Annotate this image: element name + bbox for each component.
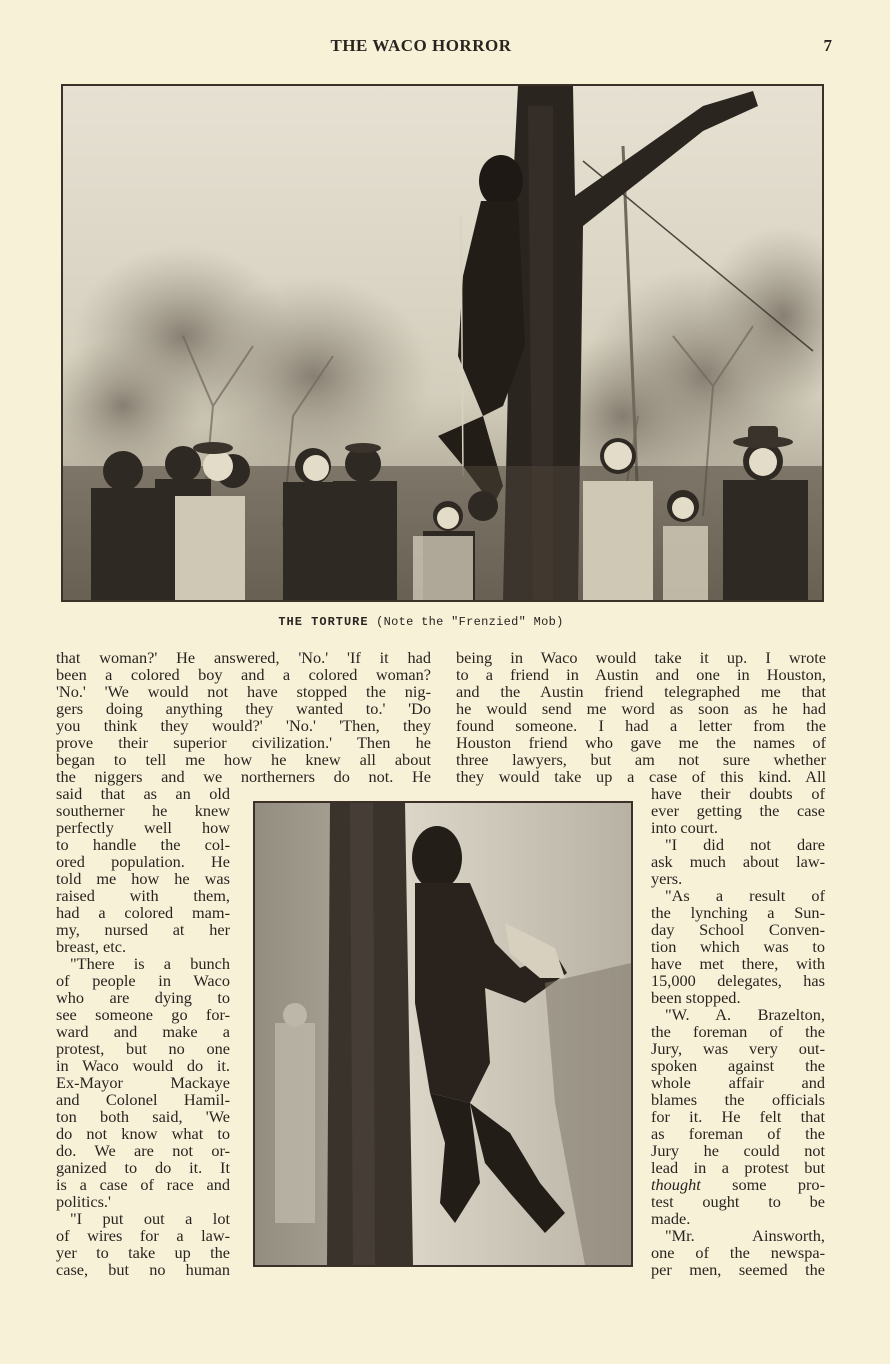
- text-line: prove their superior civilization.' Then he: [56, 733, 431, 752]
- text-line: and Colonel Hamil-: [56, 1090, 230, 1109]
- text-line: they would take up a case of this kind. All: [456, 767, 826, 786]
- text-column-top-left: [56, 649, 431, 785]
- text-line: yers.: [651, 869, 683, 888]
- text-line: test ought to be: [651, 1192, 825, 1211]
- photo-crowd-and-tree: [61, 84, 824, 602]
- text-line: ganized to do it. It: [56, 1158, 230, 1177]
- text-line: one of the newspa-: [651, 1243, 825, 1262]
- text-line: tion which was to: [651, 937, 825, 956]
- text-line: who are dying to: [56, 988, 230, 1007]
- text-line: 'No.' 'We would not have stopped the nig-: [56, 682, 431, 701]
- text-line: "As a result of: [665, 886, 825, 905]
- text-line: found someone. I had a letter from the: [456, 716, 826, 735]
- text-line: been a colored boy and a colored woman?: [56, 665, 431, 684]
- text-line: protest, but no one: [56, 1039, 230, 1058]
- text-line: he would send me word as soon as he had: [456, 699, 826, 718]
- photo-caption: [0, 615, 842, 629]
- text-line: is a case of race and: [56, 1175, 230, 1194]
- text-column-top-right: [456, 649, 826, 785]
- photo-body-image: [255, 803, 631, 1265]
- text-line: Jury, was very out-: [651, 1039, 825, 1058]
- text-line: to handle the col-: [56, 835, 230, 854]
- caption-title: THE TORTURE: [278, 615, 369, 629]
- text-line: and the Austin friend telegraphed me that: [456, 682, 826, 701]
- text-line: the niggers and we northerners do not. He: [56, 767, 431, 786]
- text-line: politics.': [56, 1192, 111, 1211]
- text-line: raised with them,: [56, 886, 230, 905]
- text-line: do. We are not or-: [56, 1141, 230, 1160]
- text-line: whole affair and: [651, 1073, 825, 1092]
- text-line: thought some pro-: [651, 1175, 825, 1194]
- text-line: have their doubts of: [651, 784, 825, 803]
- text-line: "I put out a lot: [70, 1209, 230, 1228]
- text-line: of people in Waco: [56, 971, 230, 990]
- text-line: case, but no human: [56, 1260, 230, 1279]
- text-line: had a colored mam-: [56, 903, 230, 922]
- text-line: being in Waco would take it up. I wrote: [456, 648, 826, 667]
- text-line: that woman?' He answered, 'No.' 'If it had: [56, 648, 431, 667]
- text-line: southerner he knew: [56, 801, 230, 820]
- text-line: Houston friend who gave me the names of: [456, 733, 826, 752]
- text-line: 15,000 delegates, has: [651, 971, 825, 990]
- text-line: ever getting the case: [651, 801, 825, 820]
- running-head: [0, 36, 890, 60]
- text-line: the lynching a Sun-: [651, 903, 825, 922]
- text-line: perfectly well how: [56, 818, 230, 837]
- text-line: ask much about law-: [651, 852, 825, 871]
- text-line: per men, seemed the: [651, 1260, 825, 1279]
- text-line: three lawyers, but am not sure whether: [456, 750, 826, 769]
- text-line: said that as an old: [56, 784, 230, 803]
- text-line: yer to take up the: [56, 1243, 230, 1262]
- text-line: the foreman of the: [651, 1022, 825, 1041]
- text-line: see someone go for-: [56, 1005, 230, 1024]
- text-line: ward and make a: [56, 1022, 230, 1041]
- text-line: "I did not dare: [665, 835, 825, 854]
- text-line: began to tell me how he knew all about: [56, 750, 431, 769]
- text-line: told me how he was: [56, 869, 230, 888]
- text-line: Ex-Mayor Mackaye: [56, 1073, 230, 1092]
- text-line: spoken against the: [651, 1056, 825, 1075]
- text-line: ored population. He: [56, 852, 230, 871]
- text-line: in Waco would do it.: [56, 1056, 230, 1075]
- text-line: Jury he could not: [651, 1141, 825, 1160]
- text-line: day School Conven-: [651, 920, 825, 939]
- text-line: lead in a protest but: [651, 1158, 825, 1177]
- text-line: of wires for a law-: [56, 1226, 230, 1245]
- text-column-left: [56, 785, 230, 1278]
- text-line: made.: [651, 1209, 691, 1228]
- caption-note: (Note the "Frenzied" Mob): [376, 615, 564, 629]
- page-number: 7: [823, 36, 832, 55]
- text-line: "There is a bunch: [70, 954, 230, 973]
- text-line: ton both said, 'We: [56, 1107, 230, 1126]
- running-title: THE WACO HORROR: [330, 36, 512, 55]
- text-line: blames the officials: [651, 1090, 825, 1109]
- photo-crowd-image: [63, 86, 822, 600]
- text-line: gers doing anything they wanted to.' 'Do: [56, 699, 431, 718]
- text-line: "Mr. Ainsworth,: [665, 1226, 825, 1245]
- text-line: "W. A. Brazelton,: [665, 1005, 825, 1024]
- text-line: into court.: [651, 818, 718, 837]
- text-line: breast, etc.: [56, 937, 127, 956]
- text-line: as foreman of the: [651, 1124, 825, 1143]
- text-line: for it. He felt that: [651, 1107, 825, 1126]
- text-line: my, nursed at her: [56, 920, 230, 939]
- text-line: to a friend in Austin and one in Houston,: [456, 665, 826, 684]
- text-line: have met there, with: [651, 954, 825, 973]
- photo-hanging-body: [253, 801, 633, 1267]
- text-column-right: [651, 785, 825, 1278]
- text-line: do not know what to: [56, 1124, 230, 1143]
- text-line: you think they would?' 'No.' 'Then, they: [56, 716, 431, 735]
- text-line: been stopped.: [651, 988, 741, 1007]
